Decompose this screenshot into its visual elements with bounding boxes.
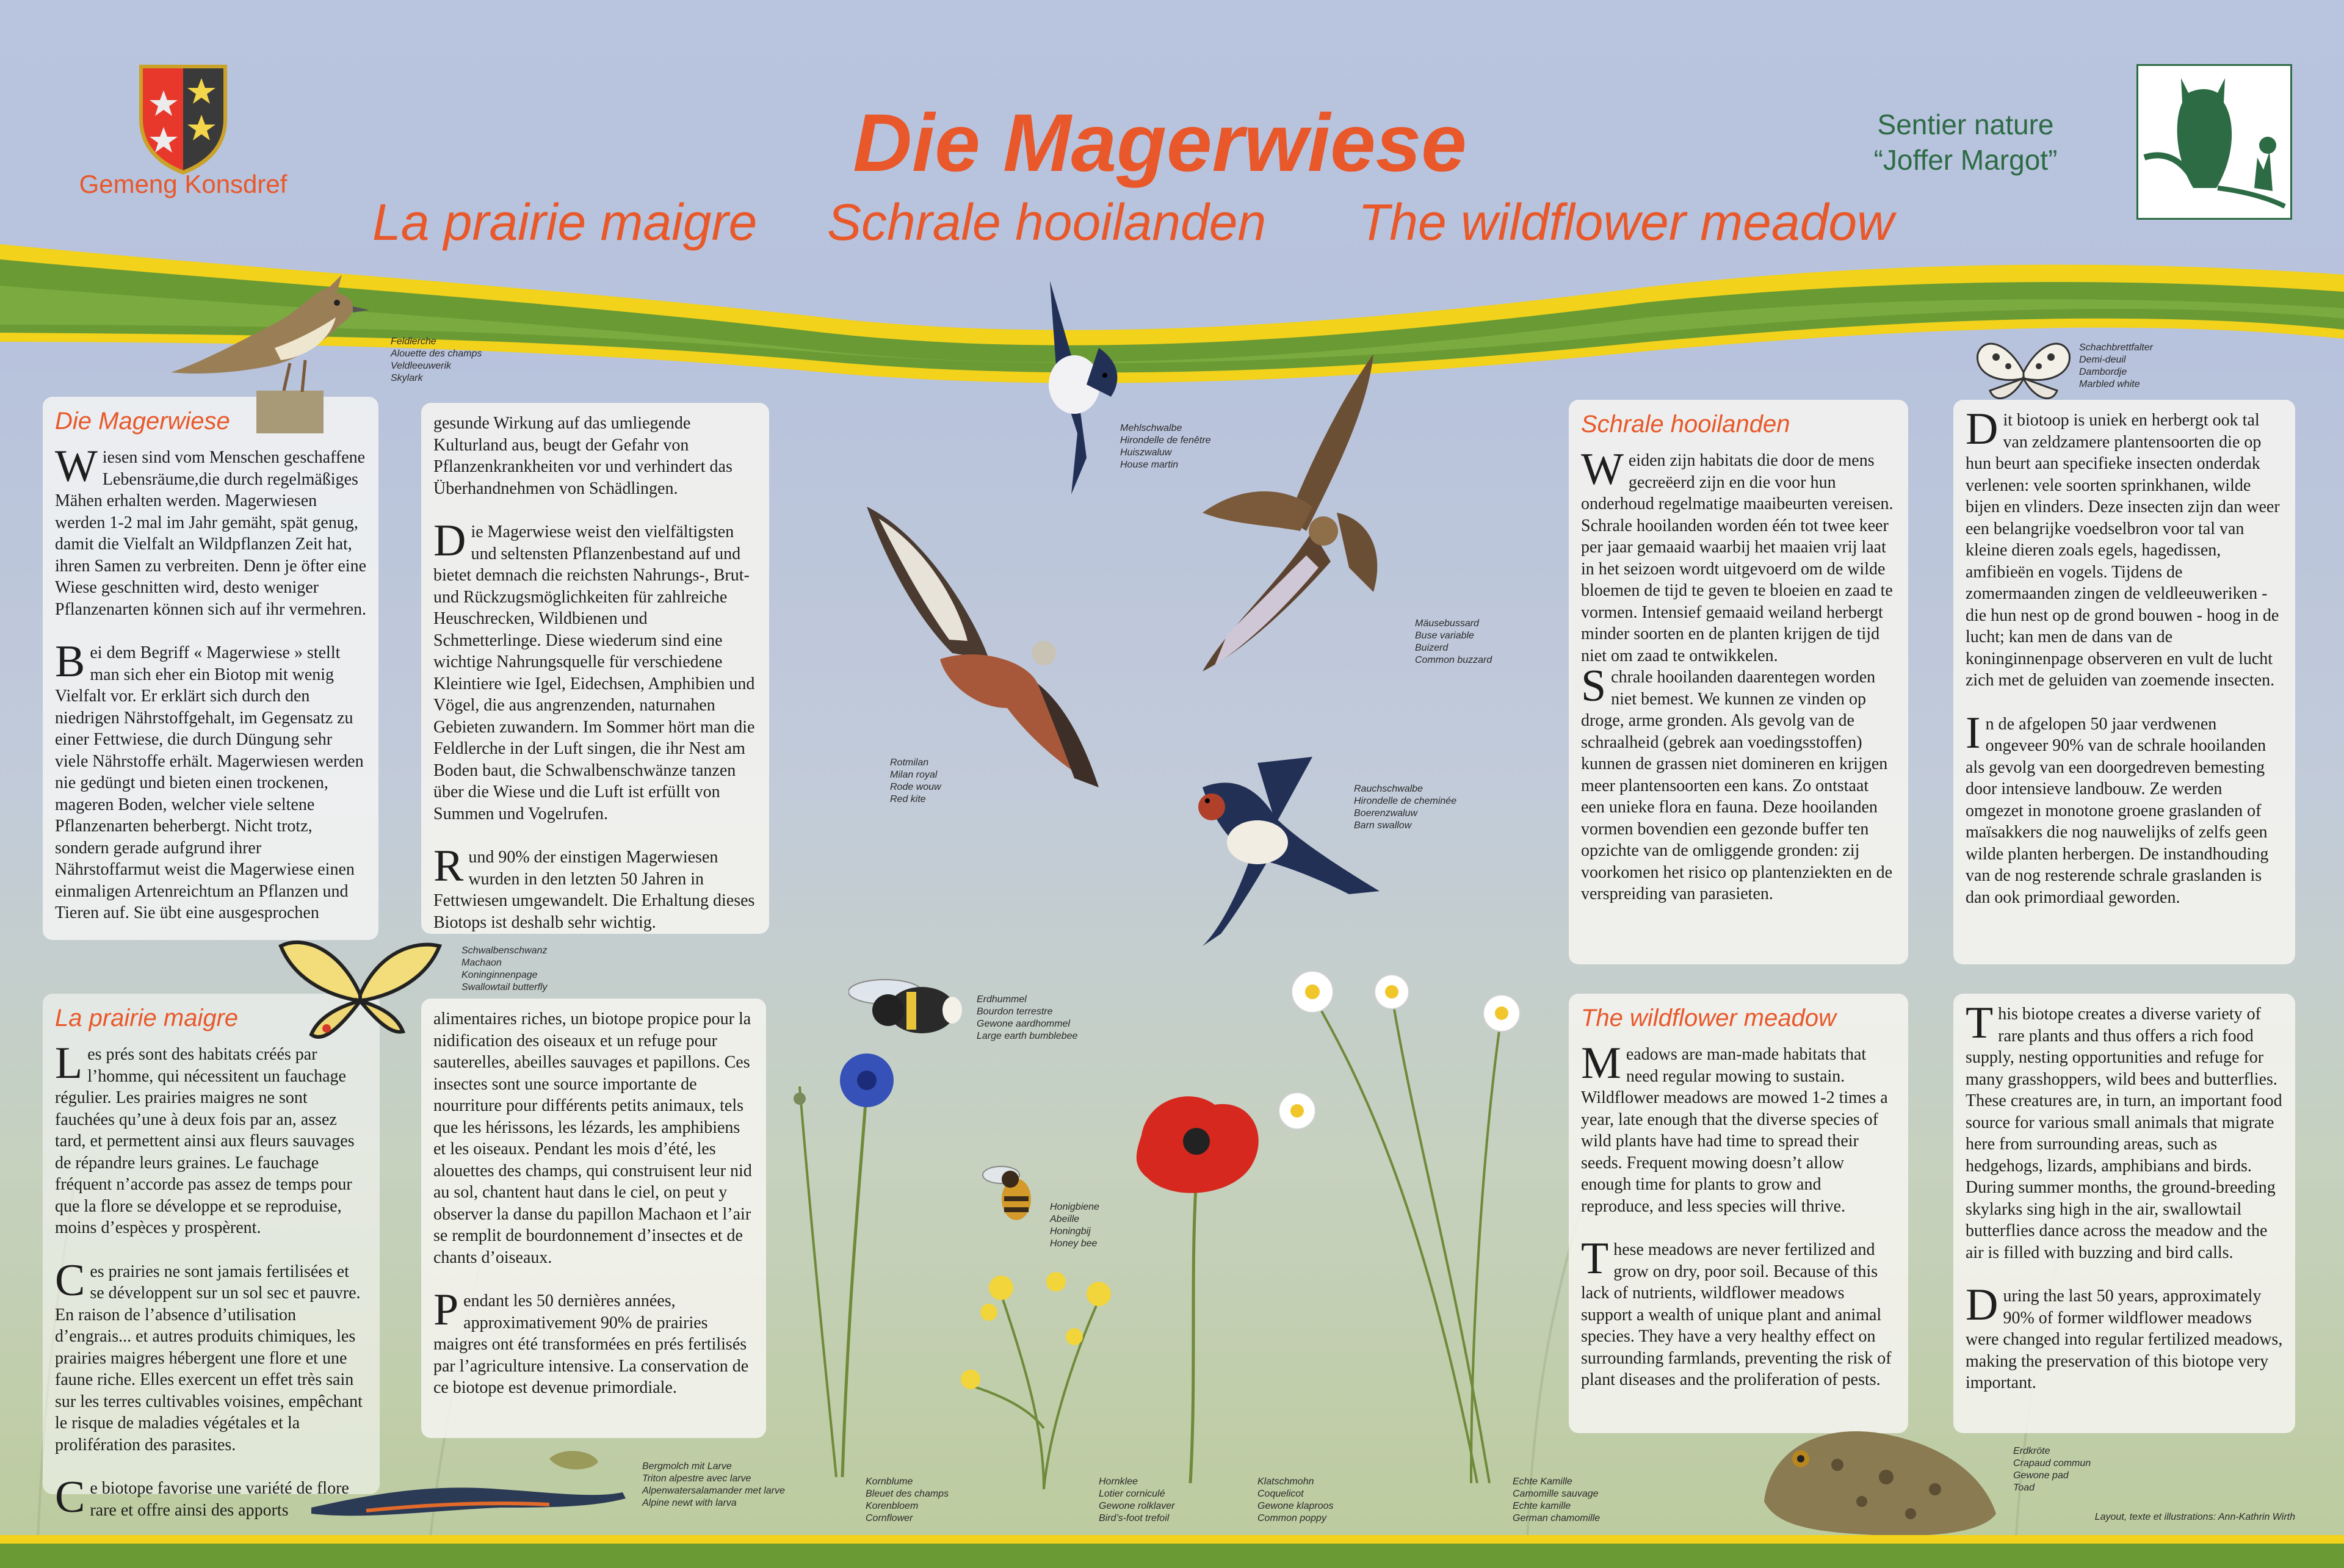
- paragraph: Pendant les 50 dernières années, approximativement 90% de prairies maigres ont été transformées en prés fertilisés par l’agriculture intensive. La conservation de ce biotope est devenue primordiale.: [433, 1285, 749, 1397]
- credit: Layout, texte et illustrations: Ann-Kathrin Wirth: [2094, 1512, 2295, 1522]
- drop-cap: D: [1966, 404, 1999, 454]
- paragraph: Ces prairies ne sont jamais fertilisées et se développent sur un sol sec et pauvre. En raison de l’absence d’utilisation d’engrais... et autres produits chimiques, les prairies maigres hébergent une flore et une faune riche. Elles exercent un effet très sain sur les terres cultivables voisines, empêchant le risque de maladies végétales et la prolifération des parasites.: [55, 1255, 363, 1454]
- trail-line-2: “Joffer Margot”: [1873, 144, 2058, 176]
- panel-en-2: [1953, 994, 2295, 1433]
- paragraph: During the last 50 years, approximately 90% of former wildflower meadows were changed into regular fertilized meadows, making the preservation of this biotope very important.: [1966, 1280, 2283, 1392]
- bumblebee-illustration: [848, 967, 971, 1041]
- trail-line-1: Sentier nature: [1877, 109, 2054, 140]
- house-martin-illustration: [1013, 275, 1135, 507]
- paragraph: This biotope creates a diverse variety of rare plants and thus offers a rich food supply, nesting opportunities and refuge for many grasshoppers, wild bees and butterflies. These creatures are, in turn, an important food source for various small animals that migrate here from surrounding areas, such as hedgehogs, lizards, amphibians and birds. During summer months, the ground-breeding skylarks sing high in the air, swallowtail butterflies dance across the meadow and the air is filled with buzzing and bird calls.: [1966, 998, 2282, 1262]
- subtitle-nl: Schrale hooilanden: [827, 193, 1267, 251]
- newt-illustration: [305, 1440, 635, 1532]
- toad-illustration: [1752, 1410, 2008, 1544]
- drop-cap: T: [1966, 998, 1994, 1048]
- subtitle-en: The wildflower meadow: [1358, 193, 1894, 251]
- panel-de-2: [421, 403, 769, 934]
- drop-cap: L: [55, 1038, 83, 1088]
- trail-name: [1843, 107, 2088, 178]
- panel-fr-title: La prairie maigre: [55, 1005, 239, 1031]
- panel-fr-1: [43, 994, 380, 1522]
- caption-skylark: Feldlerche Alouette des champs Veldleeuwerik Skylark: [391, 336, 482, 383]
- drop-cap: D: [1966, 1280, 1999, 1330]
- caption-buzzard: Mäusebussard Buse variable Buizerd Common buzzard: [1415, 618, 1492, 665]
- drop-cap: W: [55, 441, 98, 491]
- caption-cornflower: Kornblume Bleuet des champs Korenbloem Cornflower: [866, 1476, 949, 1523]
- cornflower-illustration: [775, 1050, 910, 1477]
- paragraph: gesunde Wirkung auf das umliegende Kulturland aus, beugt der Gefahr von Pflanzenkrankheiten vor und verhindert das Überhandnehmen von Schädlingen.: [433, 414, 733, 498]
- drop-cap: C: [55, 1255, 85, 1306]
- subtitle-fr: La prairie maigre: [372, 193, 758, 251]
- panel-de-title: Die Magerwiese: [55, 408, 230, 435]
- panel-en-title: The wildflower meadow: [1581, 1005, 1836, 1031]
- caption-chamomile: Echte Kamille Camomille sauvage Echte kamille German chamomille: [1513, 1476, 1601, 1523]
- caption-newt: Bergmolch mit Larve Triton alpestre avec larve Alpenwatersalamander met larve Alpine newt with larva: [642, 1461, 785, 1508]
- drop-cap: S: [1581, 661, 1607, 711]
- caption-house-martin: Mehlschwalbe Hirondelle de fenêtre Huiszwaluw House martin: [1120, 423, 1211, 470]
- drop-cap: R: [433, 841, 464, 891]
- trefoil-illustration: [952, 1245, 1135, 1489]
- drop-cap: W: [1581, 444, 1624, 494]
- paragraph: alimentaires riches, un biotope propice pour la nidification des oiseaux et un refuge pour sauterelles, abeilles sauvages et papillons. Ces insectes sont une source importante de nourriture pour différents petits animaux, tels que les hérissons, les lézards, les amphibiens et les oiseaux. Pendant les mois d’été, les alouettes des champs, qui construisent leur nid au sol, chantent haut dans le ciel, on peut y observer la danse du papillon Machaon et l’air se remplit de bourdonnement d’insectes et de chants d’oiseaux.: [433, 1010, 752, 1267]
- poppy-illustration: [1123, 1086, 1270, 1483]
- paragraph: Wiesen sind vom Menschen geschaffene Lebensräume,die durch regelmäßiges Mähen erhalten werden. Magerwiesen werden 1-2 mal im Jahr gemäht, spät genug, damit die Vielfalt an Wildpflanzen Zeit hat, ihren Samen zu verbreiten. Denn je öfter eine Wiese geschnitten wird, desto weniger Pflanzenarten können sich auf ihr vermehren.: [55, 441, 367, 619]
- caption-bumblebee: Erdhummel Bourdon terrestre Gewone aardhommel Large earth bumblebee: [977, 994, 1078, 1041]
- caption-honey-bee: Honigbiene Abeille Honingbij Honey bee: [1050, 1202, 1099, 1249]
- panel-en-1: [1569, 994, 1908, 1433]
- panel-nl-title: Schrale hooilanden: [1581, 411, 1790, 438]
- paragraph: Meadows are man-made habitats that need regular mowing to sustain. Wildflower meadows are mowed 1-2 times a year, late enough that the diverse species of wild plants have had time to spread their seeds. Frequent mowing doesn’t allow enough time for plants to grow and reproduce, and less species will thrive.: [1581, 1038, 1888, 1216]
- drop-cap: B: [55, 637, 85, 687]
- panel-de-1: [43, 397, 378, 940]
- caption-swallowtail: Schwalbenschwanz Machaon Koninginnenpage Swallowtail butterfly: [461, 945, 548, 992]
- drop-cap: P: [433, 1285, 459, 1335]
- caption-poppy: Klatschmohn Coquelicot Gewone klaproos Common poppy: [1257, 1476, 1334, 1523]
- panel-nl-2: [1953, 400, 2295, 964]
- drop-cap: M: [1581, 1038, 1621, 1088]
- paragraph: Die Magerwiese weist den vielfältigsten und seltensten Pflanzenbestand auf und bietet demnach die reichsten Nahrungs-, Brut- und Rückzugsmöglichkeiten für zahlreiche Heuschrecken, Wildbienen und Schmetterlinge. Diese wiederum sind eine wichtige Nahrungsquelle für verschiedene Kleintiere wie Igel, Eidechsen, Amphibien und Vögel, die aus angrenzenden, naturnahen Gebieten zuwandern. Im Sommer hört man die Feldlerche in der Luft singen, die ihr Nest am Boden baut, die Schwalbenschwänze tanzen über die Wiese und die Luft ist erfüllt von Summen und Vogelrufen.: [433, 516, 755, 823]
- paragraph: These meadows are never fertilized and grow on dry, poor soil. Because of this lack of nutrients, wildflower meadows support a wealth of unique plant and animal species. They have a very healthy effect on surrounding farmlands, preventing the risk of plant diseases and the proliferation of pests.: [1581, 1234, 1892, 1389]
- owl-icon: [2136, 64, 2292, 220]
- panel-nl-1: [1569, 400, 1908, 964]
- paragraph: Les prés sont des habitats créés par l’homme, qui nécessitent un fauchage régulier. Les prairies maigres ne sont fauchées qu’une à deux fois par an, assez tard, et permettent ainsi aux fleurs sauvages de répandre leurs graines. Le fauchage fréquent n’accorde pas assez de temps pour que la flore se développe et se reproduise, moins d’espèces y prospèrent.: [55, 1038, 355, 1237]
- commune-name: Gemeng Konsdref: [79, 170, 288, 198]
- drop-cap: C: [55, 1472, 85, 1522]
- bottom-band: [0, 1535, 2344, 1568]
- paragraph: Rund 90% der einstigen Magerwiesen wurden in den letzten 50 Jahren in Fettwiesen umgewandelt. Die Erhaltung dieses Biotops ist deshalb sehr wichtig.: [433, 841, 755, 932]
- drop-cap: T: [1581, 1234, 1609, 1284]
- panel-fr-2: [421, 999, 766, 1438]
- honey-bee-illustration: [977, 1160, 1044, 1227]
- page-title: Die Magerwiese: [853, 98, 1467, 189]
- barn-swallow-illustration: [1166, 751, 1386, 952]
- paragraph: Bei dem Begriff « Magerwiese » stellt man sich eher ein Biotop mit wenig Vielfalt vor. Er erklärt sich durch den niedrigen Nährstoffgehalt, im Gegensatz zu einer Fettwiese, die durch Düngung sehr viele Nährstoffe erhält. Magerwiesen werden nie gedüngt und bieten einen trockenen, mageren Boden, welcher viele seltene Pflanzenarten beherbergt. Nicht trotz, sondern gerade aufgrund ihrer Nährstoffarmut weist die Magerwiese einen einmaligen Artenreichtum an Pflanzen und Tieren auf. Sie übt eine ausgesprochen: [55, 637, 364, 922]
- paragraph: Ce biotope favorise une variété de flore rare et offre ainsi des apports: [55, 1472, 349, 1522]
- paragraph: Schrale hooilanden daarentegen worden niet bemest. We kunnen ze vinden op droge, arme gronden. Als gevolg van de schraalheid (gebrek aan voedingsstoffen) kunnen de grassen niet domineren en krijgen meer plantensoorten een kans. Zo ontstaat een unieke flora en fauna. Deze hooilanden vormen bovendien een gezonde buffer ten opzichte van de omliggende gronden: zij voorkomen het risico op plantenziekten en de verspreiding van parasieten.: [1581, 661, 1893, 903]
- coat-of-arms-icon: [134, 61, 232, 177]
- paragraph: Weiden zijn habitats die door de mens gecreëerd zijn en die voor hun onderhoud regelmatige maaibeurten vereisen. Schrale hooilanden worden één tot twee keer per jaar gemaaid waarbij het maaien vrij laat in het seizoen wordt uitgevoerd om de wilde bloemen de tijd te geven te bloeien en zaad te vormen. Intensief gemaaid weiland herbergt minder soorten en de planten krijgen de tijd niet om zaad te ontwikkelen.: [1581, 444, 1894, 665]
- paragraph: Dit biotoop is uniek en herbergt ook tal van zeldzamere plantensoorten die op hun beurt aan specifieke insecten onderdak verlenen: vele soorten sprinkhanen, wilde bijen en vlinders. Deze insecten zijn dan weer een belangrijke voedselbron voor tal van kleine dieren zoals egels, hagedissen, amfibieën en vogels. Tijdens de zomermaanden zingen de veldleeuweriken - die hun nest op de grond bouwen - hoog in de lucht; kan men de dans van de koninginnenpage observeren en vult de lucht zich met de geluiden van zoemende insecten.: [1966, 404, 2280, 690]
- caption-marbled-white: Schachbrettfalter Demi-deuil Dambordje Marbled white: [2079, 342, 2153, 389]
- caption-barn-swallow: Rauchschwalbe Hirondelle de cheminée Boerenzwaluw Barn swallow: [1354, 784, 1457, 831]
- caption-red-kite: Rotmilan Milan royal Rode wouw Red kite: [890, 757, 941, 804]
- caption-toad: Erdkröte Crapaud commun Gewone pad Toad: [2013, 1446, 2091, 1493]
- paragraph: In de afgelopen 50 jaar verdwenen ongeveer 90% van de schrale hooilanden als gevolg van een doorgedreven bemesting door intensieve landbouw. Ze werden omgezet in monotone groene graslanden of maïsakkers die nog nauwelijks of zelfs geen wilde planten herbergen. De instandhouding van de nog resterende schrale graslanden is dan ook primordiaal geworden.: [1966, 707, 2269, 907]
- drop-cap: I: [1966, 707, 1981, 758]
- drop-cap: D: [433, 516, 466, 566]
- marbled-white-illustration: [1972, 330, 2075, 409]
- chamomile-illustration: [1270, 958, 1538, 1483]
- skylark-illustration: [159, 250, 391, 433]
- caption-trefoil: Hornklee Lotier corniculé Gewone rolklaver Bird’s-foot trefoil: [1099, 1476, 1175, 1523]
- buzzard-illustration: [1190, 348, 1398, 690]
- swallowtail-illustration: [269, 928, 452, 1050]
